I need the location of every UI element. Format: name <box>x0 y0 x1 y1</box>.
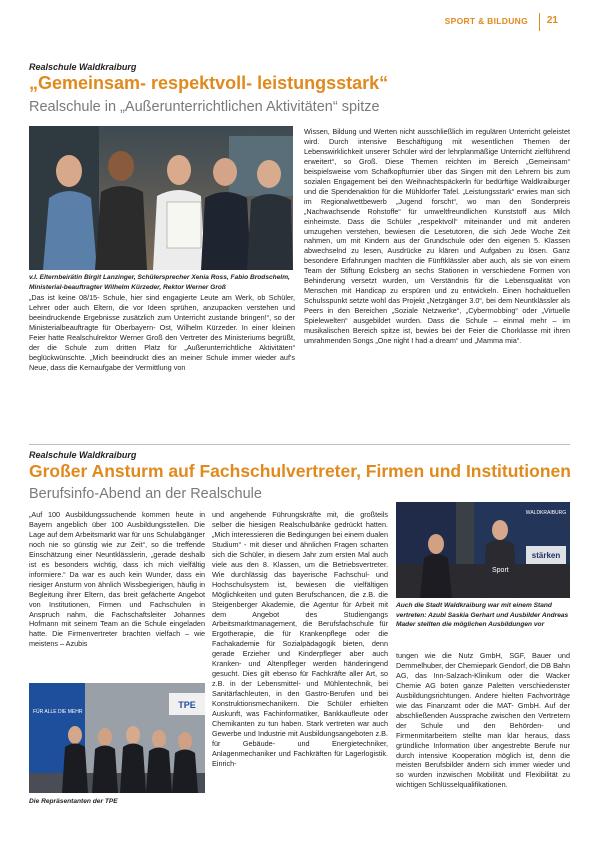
article2-column-2 <box>212 510 388 769</box>
article2-col3-text: tungen wie die Nutz GmbH, SGF, Bauer und Demmelhuber, der Chemiepark Gendorf, die DB Bahn AG, das Inn-Salzach-Klinikum oder die Wacker Chemie AG boten ganze Paletten verschiedenster Ausbildungsrichtungen. Andere hielten Fachvorträge wie das Finanzamt oder die MAT- GmbH. Auf der abschließenden Aussprache zwischen den Vertretern der Schule und den Behörden- und Firmenmitarbeitern stellte man klar heraus, dass gründliche Information über angestrebte Berufe nur durch intensive Kooperation möglich ist, denn die meisten Berufsbilder ändern sich immer wieder und so wurden inzwischen Mobilität und Flexibilität zu wichtigen Schlüsselqualifikationen. <box>396 651 570 790</box>
article2-col1-text: „Auf 100 Ausbildungssuchende kommen heute in Bayern angeblich über 100 Ausbildungsstellen. Die Lage auf dem Arbeitsmarkt war für uns Schulabgänger noch nie so günstig wie zur Zeit“, so die treffende Einschätzung einer Neuntklässlerin, „gerade deshalb ist es besonders wichtig, dass ich mich vielfältig informiere.“ Da war es auch kein Wunder, dass ein riesiger Ansturm von ähnlich Wissbegierigen, häufig in Begleitung ihrer Eltern, das breit gefächerte Angebot von Institutionen, Firmen und Fachschulen in Anspruch nahm, die Fachschaftsleiter Johannes Hofmann mit seinem Team an die Schule eingeladen hatte. Die Firmenvertreter brachten vielfach – wie meistens – Azubis <box>29 510 205 649</box>
article1-left-text: „Das ist keine 08/15- Schule, hier sind engagierte Leute am Werk, ob Schüler, Lehrer oder auch Eltern, die vor Ideen sprühen, anzupacken verstehen und beeindruckende Ergebnisse zusätzlich zum Unterricht zustande bringen!“, so der Ministerialbeauftragte für Oberbayern- Ost, Wilhelm Kürzeder. In einer kleinen Feier hatte Realschulrektor Werner Groß den Vertreter des Ministeriums begrüßt, der die Schule zum dritten Platz für „Außerunterrichtliche Aktivitäten“ beglückwünschte. „Mich beeindruckt dies an meiner Schule immer wieder auf's Neue, dass die Kernaufgabe der Vermittlung von <box>29 293 295 372</box>
article2-caption-left: Die Repräsentanten der TPE <box>29 798 118 805</box>
article2-col2-text: und angehende Führungskräfte mit, die großteils selber die hiesigen Realschulbänke gedrückt hatten. „Mich interessieren die Bedingungen bei einem dualen Studium“ - mit dieser und ähnlichen Fragen scharten sich die Schüler, in diesem Jahr zum ersten Mal auch viele aus den 8. Klassen, um die Betriebsvertreter. Wie durchlässig das bayerische Fachschul- und Hochschulsystem ist, bewiesen die vielfältigen Möglichkeiten und guten Berufschancen, die z.B. die Steigenberger Akademie, die Agentur für Arbeit mit dem Angebot des Studiengangs Arbeitsmarktmanagement, die Berufsfachschule für Ergotherapie, die für Krankenpflege oder die Fachakademie für Sozialpädagogik bieten, denn gerade Erzieher und Kinderpfleger aber auch Kranken- und Altenpfleger werden händeringend gesucht. Dies gilt ebenso für Fachkräfte aller Art, so z.B. in der Lebensmittel- und Mühlentechnik, bei Sanitärfachleuten, in den Gastro-Berufen und bei Konstruktionsmechanikern. Die Schüler erhielten Auskunft, was Fachinformatiker, Bankkaufleute oder Chemikanten zu tun haben. Stark vertreten war auch Gewerbe und Industrie mit Ausbildungsangeboten z.B. für Gebäude- und Energietechniker, Anlagenmechaniker und Fachkräften für Lagerlogistik. Einrich- <box>212 510 388 768</box>
article2-caption-right: Auch die Stadt Waldkraiburg war mit einem Stand vertreten: Azubi Saskia Gerhart und Ausbilder Andreas Mader stellten die möglichen Ausbildungen vor <box>396 602 569 628</box>
banner-word-1: Sport <box>492 567 509 574</box>
article2-kicker: Realschule Waldkraiburg <box>29 450 137 460</box>
article2-subtitle: Berufsinfo-Abend an der Realschule <box>29 486 262 502</box>
article2-column-1 <box>29 510 205 649</box>
tpe-photo-image <box>29 683 205 793</box>
section-label: SPORT & BILDUNG <box>444 16 528 26</box>
article1-photo <box>29 126 293 270</box>
article1-kicker: Realschule Waldkraiburg <box>29 62 137 72</box>
header-divider <box>539 13 540 31</box>
article1-subtitle: Realschule in „Außerunterrichtlichen Aktivitäten“ spitze <box>29 99 380 115</box>
banner-word-2: stärken <box>531 551 561 560</box>
article2-column-3 <box>396 651 570 790</box>
page-number: 21 <box>546 15 558 26</box>
article1-right-column <box>304 127 570 346</box>
stand-photo-image <box>396 502 570 598</box>
article2-title: Großer Ansturm auf Fachschulvertreter, Firmen und Institutionen <box>29 461 571 481</box>
article2-tpe-photo <box>29 683 205 793</box>
tpe-banner: FÜR ALLE DIE MEHR <box>33 709 83 715</box>
stand-sign: WALDKRAIBURG <box>525 510 567 516</box>
article2-stand-photo <box>396 502 570 598</box>
group-photo-image <box>29 126 293 270</box>
article1-left-column <box>29 293 295 373</box>
tpe-sign: TPE <box>178 700 196 710</box>
article-divider <box>29 444 570 445</box>
article1-caption: v.l. Elternbeirätin Birgit Lanzinger, Schülersprecher Xenia Ross, Fabio Brodschelm, Ministerial-beauftragter Wilhelm Kürzeder, Rektor Werner Groß <box>29 274 290 291</box>
article1-right-text: Wissen, Bildung und Werten nicht ausschließlich im regulären Unterricht geleistet wird. Durch intensive Beschäftigung mit wesentlichen Themen der Lebenswirklichkeit unserer Schüler wird der lehrplanmäßige Unterricht zielführend erweitert“, so Groß. Diese Themen reichten im Bereich „Gemeinsam“ beispielsweise vom Schafkopfturnier über das Singen mit den Lehrern bis zum sozialen Engagement bei den Weihnachtspäckerln für bedürftige Waldkraiburger und die Spendenaktion für die Mühldorfer Tafel. „Leistungsstark“ erwies man sich im Regionalwettbewerb „Jugend forscht“, wo man den Sonderpreis „Nachwachsende Rohstoffe“ für umweltfreundlichen Kunststoff aus Milch einheimste. Dass die Schüler „respektvoll“ miteinander und mit anderen umzugehen verstehen, bewiesen die Lesetutoren, die sich Jede Woche Zeit nahmen, um mit Kindern aus der Grundschule oder den eigenen 5. Klassen abwechselnd zu lesen, Ausdrücke zu klären und Aufgaben zu lösen. Ganz besondere Erfahrungen machten die Fünftklässler aber auch, als sie von einem Team der Stiftung Ecksberg an sechs Stationen in verschiedene Formen von Behinderung versetzt wurden, um Verständnis für die Lebensqualität von Menschen mit Handicap zu erspüren und zu entwickeln. Einen hochaktuellen Schulsspunkt setzte wohl das Projekt „Netzgänger 3.0“, bei dem Neuntklässler als Peers in den Bereichen „Soziale Netzwerke“, „Cybermobbing“ oder „Virtuelle Spielewelten“ ausgebildet wurden. Dass die Schule – einmal mehr – im musikalischen Bereich spitze ist, bewies bei der Feier die Chorklasse mit ihren umrahmenden Songs „One night I had a dream“ und „Mamma mia“. <box>304 127 570 346</box>
page-header <box>0 11 598 33</box>
article1-title: „Gemeinsam- respektvoll- leistungsstark“ <box>29 73 389 93</box>
